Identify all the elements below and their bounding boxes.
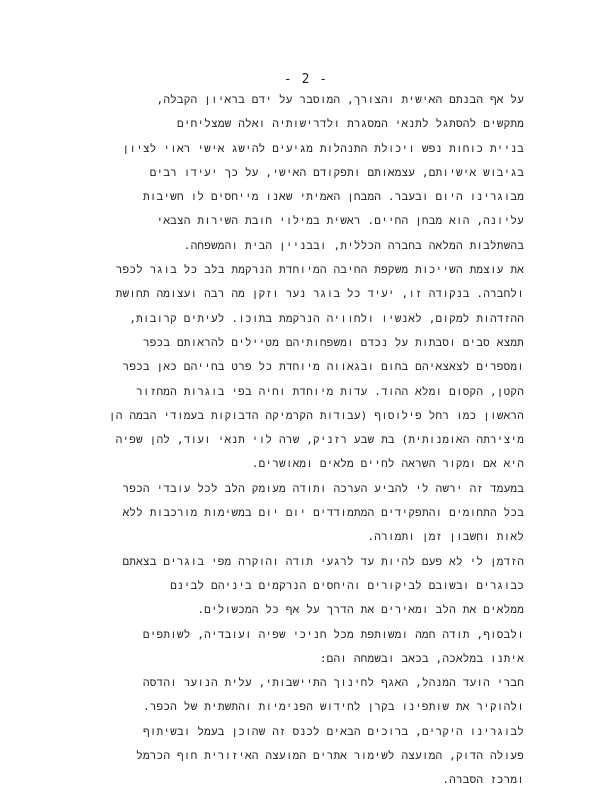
text-line: בניית כוחות נפש ויכולת התנהלות מגיעים להישג אישי ראוי לציון — [122, 141, 524, 155]
text-line: בגיבוש אישיותם, עצמאותם ותפקודם האישי, על כך יעידו רבים — [149, 165, 524, 179]
text-line: מיצירתה האומנותית) בת שבע רזניק, שרה לוי תנאי ועוד, להן שפיה — [115, 433, 524, 447]
text-line: איתנו במלאכה, בכאב ובשמחה והם: — [319, 651, 524, 665]
text-line: חברי הועד המנהל, האגף לחינוך התיישבותי, עלית הנוער והדסה — [142, 676, 524, 690]
text-line: עליונה, הוא מבחן החיים. ראשית במילוי חובת השירות הצבאי — [156, 214, 524, 228]
text-line: את עוצמת השייכות משקפת החיבה המיוחדת הנרקמת בלב כל בוגר לכפר — [115, 263, 524, 277]
text-line: על אף הבנתם האישית והצורך, המוסבר על ידם בראיון הקבלה, — [156, 93, 524, 106]
text-line: לבוגרינו היקרים, ברוכים הבאים לכנס זה שהוכן בעמל ובשיתוף — [142, 724, 524, 738]
text-line: ולבסוף, תודה חמה ומשותפת מכל חניכי שפיה ועובדיה, לשותפים — [142, 627, 524, 641]
text-line: כבוגרים ובשובם לביקורים והיחסים הנרקמים ביניהם לבינם — [170, 578, 524, 592]
text-line: ממלאים את הלב ומאירים את הדרך על אף כל המכשולים. — [197, 603, 524, 617]
text-line: ההזדהות למקום, לאנשיו ולחוויה הנרקמת בתוכו. לעיתים קרובות, — [129, 311, 524, 325]
page-number: - 2 - — [283, 72, 329, 87]
letter-body — [84, 88, 524, 793]
text-line: פעולה הדוק, המועצה לשימור אתרים המועצה האיזורית חוף הכרמל — [136, 749, 524, 763]
text-line: תמצא סבים וסבתות על נכדם ומשפחותיהם מטיילים להראותם בכפר — [142, 335, 524, 349]
text-line: ולהוקיר את שותפינו בקרן לחידוש הפנימיות והתשתית של הכפר. — [142, 700, 524, 714]
text-line: בהשתלבות המלאה בחברה הכללית, ובבניין הבית והמשפחה. — [183, 238, 524, 252]
text-line: ומספרים לצאצאיהם בחום ובגאווה מיוחדת כל פרט בחייהם כאן בכפר — [122, 360, 524, 374]
text-line: הזדמן לי לא פעם להיות עד לרגעי תודה והוקרה מפי בוגרים בצאתם — [122, 554, 524, 568]
text-line: מתקשים להסתגל לתנאי המסגרת ולדרישותיה ואלה שמצליחים — [177, 117, 524, 131]
text-line: היא אם ומקור השראה לחיים מלאים ומאושרים. — [251, 457, 524, 471]
text-line: מבוגרינו היום ובעבר. המבחן האמיתי שאנו מייחסים לו חשיבות — [142, 190, 524, 204]
text-line: בכל התחומים והתפקידים המתמודדים יום יום במשימות מורכבות ללא — [122, 506, 524, 520]
text-line: ולחברה. בנקודה זו, יעיד כל בוגר נער וזקן מה רבה ועצומה תחושת — [115, 287, 524, 301]
text-line: ומרכז הסברה. — [442, 773, 524, 787]
text-line: במעמד זה ירשה לי להביע הערכה ותודה מעומק הלב לכל עובדי הכפר — [122, 481, 524, 495]
text-line: לאות וחשבון זמן ותמורה. — [367, 530, 524, 544]
text-line: הראשון כמו רחל פילוסוף (עבודות הקרמיקה הדבוקות בעמודי הבמה הן — [108, 408, 524, 422]
text-line: הקטן, הקסום ומלא ההוד. עדות מיוחדת וחיה בפי בוגרות המחזור — [136, 384, 524, 398]
